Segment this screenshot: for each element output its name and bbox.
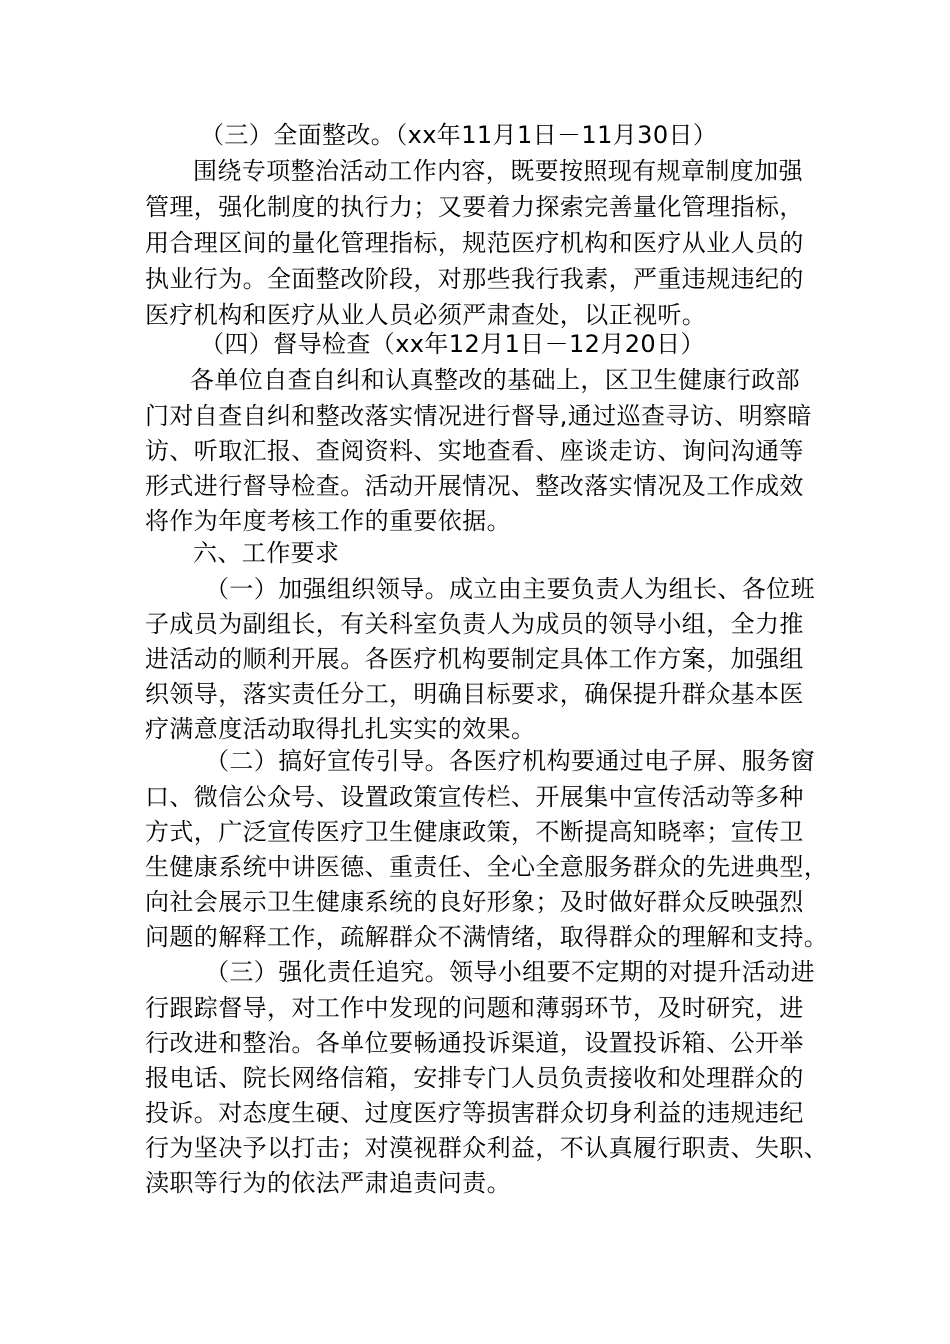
paragraph-line: 子成员为副组长，有关科室负责人为成员的领导小组，全力推 [145,610,804,638]
paragraph-line: 口、微信公众号、设置政策宣传栏、开展集中宣传活动等多种 [145,783,804,811]
section-heading-work-requirements: 六、工作要求 [193,539,340,567]
paragraph-line: 生健康系统中讲医德、重责任、全心全意服务群众的先进典型， [145,853,829,881]
paragraph-line: 向社会展示卫生健康系统的良好形象；及时做好群众反映强烈 [145,888,804,916]
paragraph-line: 疗满意度活动取得扎扎实实的效果。 [145,715,536,743]
paragraph-line: 问题的解释工作，疏解群众不满情绪，取得群众的理解和支持。 [145,923,829,951]
paragraph-line: 门对自查自纠和整改落实情况进行督导,通过巡查寻访、明察暗 [145,402,812,430]
paragraph-line: 渎职等行为的依法严肃追责问责。 [145,1169,511,1197]
paragraph-line: 管理，强化制度的执行力；又要着力探索完善量化管理指标， [145,193,804,221]
paragraph-line: 行为坚决予以打击；对漠视群众利益，不认真履行职责、失职、 [145,1134,829,1162]
paragraph-line: 织领导，落实责任分工，明确目标要求，确保提升群众基本医 [145,680,804,708]
paragraph-line: 围绕专项整治活动工作内容，既要按照现有规章制度加强 [193,157,803,185]
paragraph-line: 访、听取汇报、查阅资料、实地查看、座谈走访、询问沟通等 [145,437,804,465]
paragraph-line: 行改进和整治。各单位要畅通投诉渠道，设置投诉箱、公开举 [145,1029,804,1057]
paragraph-line: 形式进行督导检查。活动开展情况、整改落实情况及工作成效 [145,472,804,500]
section-heading-full-rectification: （三）全面整改。（xx年11月1日－11月30日） [200,121,718,149]
section-heading-supervision: （四）督导检查（xx年12月1日－12月20日） [200,330,705,358]
paragraph-line: 行跟踪督导，对工作中发现的问题和薄弱环节，及时研究，进 [145,994,804,1022]
paragraph-line: 各单位自查自纠和认真整改的基础上，区卫生健康行政部 [190,366,800,394]
paragraph-line: （一）加强组织领导。成立由主要负责人为组长、各位班 [205,575,815,603]
paragraph-line: （三）强化责任追究。领导小组要不定期的对提升活动进 [205,958,815,986]
paragraph-line: （二）搞好宣传引导。各医疗机构要通过电子屏、服务窗 [205,747,815,775]
paragraph-line: 投诉。对态度生硬、过度医疗等损害群众切身利益的违规违纪 [145,1099,804,1127]
paragraph-line: 医疗机构和医疗从业人员必须严肃查处，以正视听。 [145,301,707,329]
paragraph-line: 将作为年度考核工作的重要依据。 [145,507,511,535]
paragraph-line: 方式，广泛宣传医疗卫生健康政策，不断提高知晓率；宣传卫 [145,818,804,846]
paragraph-line: 报电话、院长网络信箱，安排专门人员负责接收和处理群众的 [145,1064,804,1092]
paragraph-line: 执业行为。全面整改阶段，对那些我行我素，严重违规违纪的 [145,265,804,293]
paragraph-line: 进活动的顺利开展。各医疗机构要制定具体工作方案，加强组 [145,645,804,673]
paragraph-line: 用合理区间的量化管理指标，规范医疗机构和医疗从业人员的 [145,229,804,257]
